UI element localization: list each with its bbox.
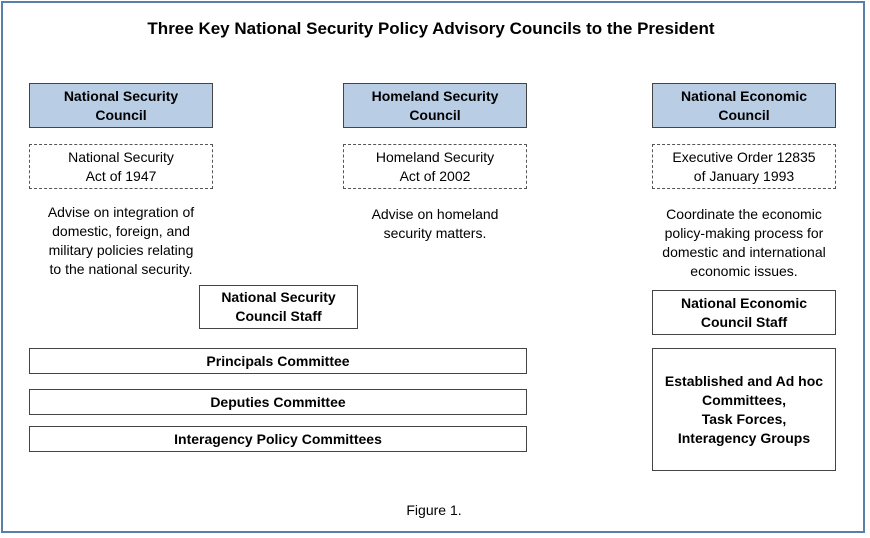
hsc-description: Advise on homeland security matters. [371, 206, 499, 241]
principals-committee-bar: Principals Committee [29, 348, 527, 374]
deputies-committee-bar: Deputies Committee [29, 389, 527, 415]
interagency-policy-committees-bar: Interagency Policy Committees [29, 426, 527, 452]
hsc-council-box: Homeland Security Council [343, 83, 527, 128]
nsc-council-box: National Security Council [29, 83, 213, 128]
nec-source-box: Executive Order 12835 of January 1993 [652, 144, 836, 189]
hsc-source-box: Homeland Security Act of 2002 [343, 144, 527, 189]
nsc-staff-box: National Security Council Staff [199, 285, 358, 329]
figure-caption: Figure 1. [406, 502, 462, 518]
nec-description: Coordinate the economic policy-making process for domestic and international economic issues. [662, 206, 826, 279]
figure-title: Three Key National Security Policy Advisory Councils to the President [147, 19, 715, 38]
nec-staff-box: National Economic Council Staff [652, 290, 836, 335]
nec-council-box: National Economic Council [652, 83, 836, 128]
nsc-description: Advise on integration of domestic, foreign, and military policies relating to the national security. [47, 204, 195, 277]
nsc-source-box: National Security Act of 1947 [29, 144, 213, 189]
nec-committees-box: Established and Ad hoc Committees, Task Forces, Interagency Groups [652, 348, 836, 471]
